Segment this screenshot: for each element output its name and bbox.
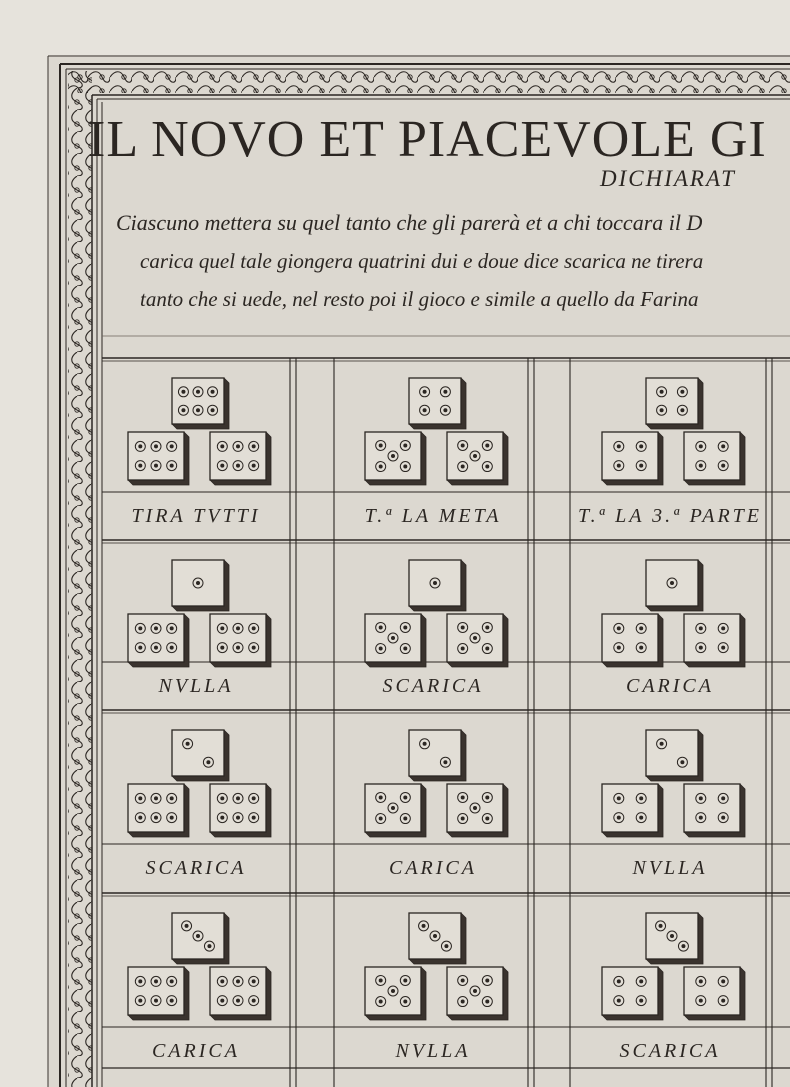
cell-label: T.ª LA 3.ª PARTE (577, 505, 763, 527)
die-face-6 (172, 378, 229, 429)
die-face-1 (409, 560, 466, 611)
instruction-line-1: Ciascuno mettera su quel tanto che gli parerà et a chi toccara il D (116, 210, 703, 235)
die-face-2 (409, 730, 466, 781)
instruction-line-2: carica quel tale giongera quatrini dui e doue dice scarica ne tirera (140, 249, 704, 273)
die-face-4 (409, 378, 466, 429)
die-face-4 (646, 378, 703, 429)
die-face-6 (128, 614, 189, 667)
die-face-2 (646, 730, 703, 781)
die-face-6 (128, 784, 189, 837)
cell-label: SCARICA (382, 675, 484, 697)
plate-subtitle: DICHIARAT (600, 166, 736, 191)
die-face-5 (365, 432, 426, 485)
die-face-4 (602, 784, 663, 837)
ornamental-border-top (68, 71, 790, 93)
die-face-5 (365, 614, 426, 667)
die-face-5 (447, 614, 508, 667)
cell-label: CARICA (389, 857, 477, 879)
cell-label: NVLLA (158, 675, 234, 697)
die-face-4 (684, 432, 745, 485)
die-face-6 (210, 614, 271, 667)
plate-title: IL NOVO ET PIACEVOLE GI (88, 111, 767, 168)
die-face-4 (684, 967, 745, 1020)
die-face-6 (128, 967, 189, 1020)
cell-label: NVLLA (395, 1040, 471, 1062)
die-face-6 (128, 432, 189, 485)
die-face-1 (646, 560, 703, 611)
die-face-6 (210, 784, 271, 837)
die-face-6 (210, 967, 271, 1020)
die-face-2 (172, 730, 229, 781)
cell-label: SCARICA (145, 857, 247, 879)
cell-label: NVLLA (632, 857, 708, 879)
die-face-4 (602, 614, 663, 667)
cell-label: CARICA (626, 675, 714, 697)
cell-label: CARICA (152, 1040, 240, 1062)
cell-label: T.ª LA META (364, 505, 502, 527)
die-face-1 (172, 560, 229, 611)
die-face-3 (646, 913, 703, 964)
die-face-4 (602, 432, 663, 485)
die-face-5 (447, 967, 508, 1020)
die-face-4 (684, 614, 745, 667)
die-face-6 (210, 432, 271, 485)
die-face-5 (365, 967, 426, 1020)
die-face-5 (365, 784, 426, 837)
die-face-5 (447, 784, 508, 837)
die-face-3 (409, 913, 466, 964)
die-face-5 (447, 432, 508, 485)
die-face-4 (684, 784, 745, 837)
ornamental-border-left (68, 71, 92, 1087)
die-face-3 (172, 913, 229, 964)
die-face-4 (602, 967, 663, 1020)
cell-label: SCARICA (619, 1040, 721, 1062)
instruction-line-3: tanto che si uede, nel resto poi il gioco e simile a quello da Farina (140, 287, 699, 311)
cell-label: TIRA TVTTI (131, 505, 261, 527)
